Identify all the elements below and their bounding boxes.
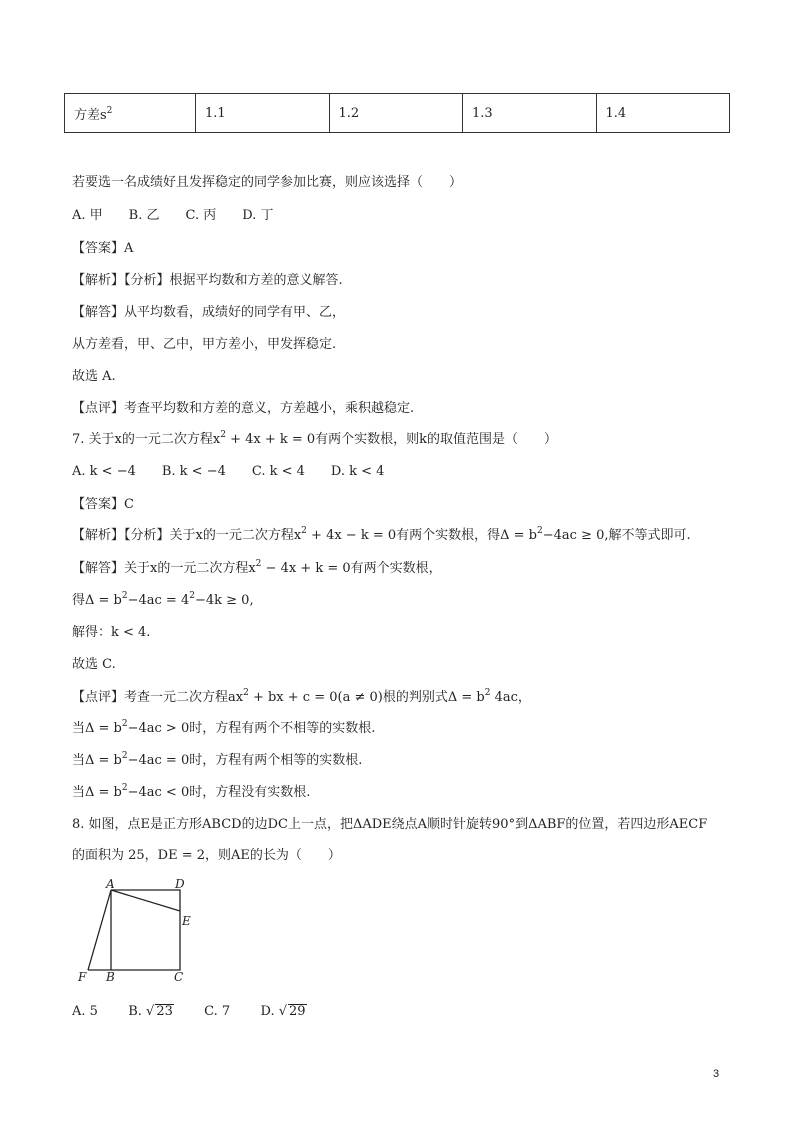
q7-case-2: [72, 752, 362, 770]
superscript: 2: [106, 105, 113, 116]
label-c: C: [174, 970, 184, 983]
text-part: −4ac = 0时，方程有两个相等的实数根.: [127, 753, 363, 768]
radical-sign: √: [278, 1004, 288, 1019]
q7-choice: 故选 C.: [72, 657, 116, 672]
square-edges: [111, 890, 180, 970]
q6-answer: 【答案】A: [72, 241, 134, 256]
text-part: −4ac < 0时，方程没有实数根.: [127, 785, 311, 800]
option-d-radicand: 29: [289, 1004, 306, 1019]
text-part: −4k ≥ 0,: [194, 593, 254, 608]
radical-sign: √: [146, 1004, 155, 1019]
text-part: + 4x + k = 0有两个实数根，则k的取值范围是（ ）: [225, 432, 558, 447]
superscript: 2: [537, 526, 543, 536]
q7-step-1: [72, 592, 254, 610]
text-part: −4ac ≥ 0,解不等式即可.: [542, 528, 691, 543]
superscript: 2: [121, 719, 128, 729]
text-part: 【点评】考查一元二次方程ax: [72, 690, 244, 705]
option-c: C. 7: [204, 1004, 231, 1019]
option-d-label: D.: [260, 1004, 275, 1019]
q7-case-3: [72, 784, 310, 802]
superscript: 2: [220, 430, 226, 440]
superscript: 2: [243, 688, 249, 698]
superscript: 2: [484, 688, 491, 698]
q6-solve-1: 【解答】从平均数看，成绩好的同学有甲、乙，: [72, 305, 346, 320]
variance-table: [64, 93, 730, 133]
superscript: 2: [121, 751, 128, 761]
superscript: 2: [121, 783, 128, 793]
text-part: 【解析】【分析】关于x的一元二次方程x: [72, 528, 302, 543]
table-cell: 1.3: [463, 94, 597, 133]
q7-analysis: [72, 527, 691, 545]
label-b: B: [106, 970, 115, 983]
text-part: 【解答】关于x的一元二次方程x: [72, 561, 256, 576]
q7-solve: [72, 560, 442, 578]
table-cell-header: 方差$s^2$: [65, 94, 196, 133]
text-part: −4ac > 0时，方程有两个不相等的实数根.: [127, 721, 376, 736]
q6-choice: 故选 A.: [72, 369, 116, 384]
segment-af: [88, 890, 111, 970]
q7-case-1: [72, 720, 375, 738]
q8-line-2: 的面积为 25，DE = 2，则AE的长为（ ）: [72, 848, 341, 863]
table-cell: 1.1: [196, 94, 330, 133]
label-e: E: [182, 914, 191, 928]
label-d: D: [175, 877, 185, 891]
table-cell: 1.2: [329, 94, 463, 133]
text-part: 当Δ = b: [72, 753, 122, 768]
option-a: A. 5: [72, 1004, 98, 1019]
q7-answer: 【答案】C: [72, 497, 134, 512]
q6-comment: 【点评】考查平均数和方差的意义，方差越小，乘积越稳定.: [72, 401, 415, 416]
option-b-label: B.: [128, 1004, 142, 1019]
text-part: 4ac，: [490, 690, 531, 705]
table-row: [65, 94, 730, 133]
text-part: 7. 关于x的一元二次方程x: [72, 432, 221, 447]
q7-options: A. k < −4 B. k < −4 C. k < 4 D. k < 4: [72, 464, 385, 479]
square-figure: [72, 877, 198, 983]
text-part: − 4x + k = 0有两个实数根，: [261, 561, 442, 576]
q6-options: A. 甲 B. 乙 C. 丙 D. 丁: [72, 208, 274, 223]
text-part: + 4x − k = 0有两个实数根，得Δ = b: [306, 528, 537, 543]
q6-question: 若要选一名成绩好且发挥稳定的同学参加比赛，则应该选择（ ）: [72, 175, 463, 190]
superscript: 2: [255, 559, 262, 569]
superscript: 2: [189, 591, 195, 601]
page-number: 3: [713, 1068, 720, 1080]
q6-solve-2: 从方差看，甲、乙中，甲方差小，甲发挥稳定.: [72, 337, 337, 352]
text-part: 当Δ = b: [72, 785, 122, 800]
q7-comment: [72, 689, 531, 707]
text-part: 得Δ = b: [72, 593, 122, 608]
q8-options: [72, 1003, 307, 1021]
option-b-radicand: 23: [156, 1004, 173, 1019]
segment-ae: [111, 890, 180, 911]
q6-analysis: 【解析】【分析】根据平均数和方差的意义解答.: [72, 273, 343, 288]
superscript: 2: [301, 526, 307, 536]
text-part: + bx + c = 0(a ≠ 0)根的判别式Δ = b: [248, 690, 485, 705]
superscript: 2: [121, 591, 128, 601]
table-cell: 1.4: [596, 94, 730, 133]
q8-line-1: 8. 如图，点E是正方形ABCD的边DC上一点，把ΔADE绕点A顺时针旋转90°到ΔABF的位置，若四边形AECF: [72, 817, 708, 832]
label-f: F: [78, 970, 87, 983]
text-part: −4ac = 4: [127, 593, 190, 608]
q7-step-2: 解得：k < 4.: [72, 625, 151, 640]
text-part: 当Δ = b: [72, 721, 122, 736]
q7-question: [72, 431, 557, 449]
label-a: A: [106, 877, 115, 891]
